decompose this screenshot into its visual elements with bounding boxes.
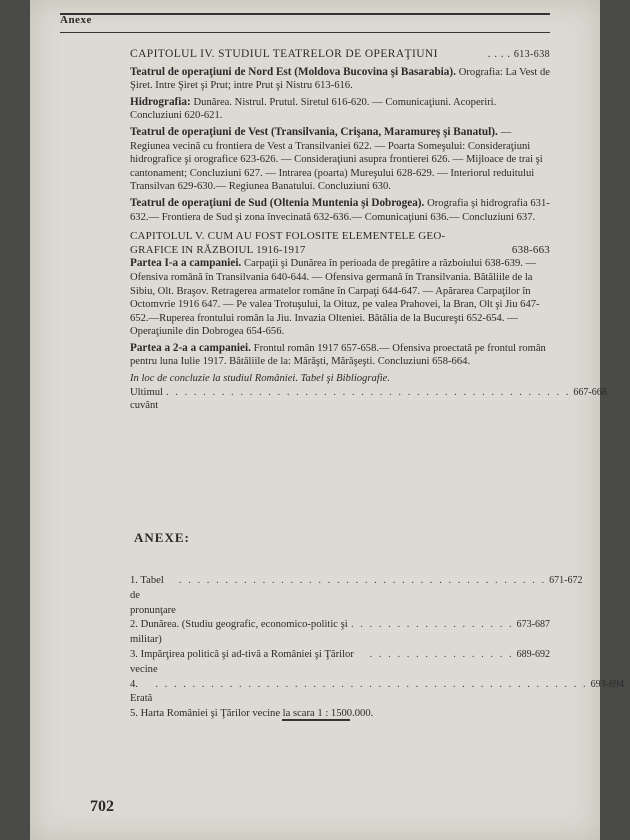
closing-note: In loc de concluzie la studiul României. Tabel şi Bibliografie. [130,373,391,385]
section-heading: Partea I-a a campaniei. [130,257,245,270]
section-heading: Teatrul de operaţiuni de Sud (Oltenia Muntenia şi Dobrogea). [130,196,428,209]
section-body: Orografia şi hidrografia 631-632.— Frontiera de Sud şi zona învecinată 632-636.— Comunicaţiuni 636.— Concluziuni 637. [130,197,550,223]
chapter-4-heading [130,48,550,62]
anexe-list [130,574,625,722]
chapter-4-title: CAPITOLUL IV. STUDIUL TEATRELOR DE OPERAŢIUNI [130,48,438,60]
section-body: Carpaţii şi Dunărea în perioada de pregătire a războiului 638-639. — Ofensiva română în Transilvania 640-644. — Ofensiva germană în Transilvania. Bătăliile de la Sibiu, Olt. Braşov. Retragerea armatelor române în Carpaţi 644-647. — Apărarea Carpaţilor în Octomvrie 1916 647. — Pe valea Trotuşului, la Oituz, pe valea Prahovei, la Bran, Olt şi Jiu 647-652.—Ruperea frontului român la Jiu. Invazia Olteniei. Bătălia de la Bucureşti 652-654. — Operaţiunile din Dobrogea 654-656. [130,258,540,338]
leader-dots: . . . . . . . . . . . . . . . . . . . . . . . . . . . . . . . . . . . . . . . . . . . . [165,386,571,398]
anexe-item [130,648,550,678]
toc-label: 5. Harta României şi Ţărilor vecine la scara 1 : 1500.000. [130,708,374,720]
running-head: Anexe [60,14,92,26]
chapter-5-pages: 638-663 [511,243,550,256]
toc-section [130,96,550,123]
leader-dots: . . . . . . . . . . . . . . . . . . . . . . . . . . . . . . . . . . . . . . . . [178,575,547,586]
toc-line-ultimul [130,386,607,413]
leader-dots: . . . . [484,48,514,60]
anexe-item [130,574,583,618]
anexe-item [130,618,550,648]
leader-dots: . . . . . . . . . . . . . . . . . . [350,619,514,631]
section-heading: Teatrul de operaţiuni de Nord Est (Moldova Bucovina şi Basarabia). [130,65,459,78]
toc-pages: 693-694 [590,678,625,690]
leader-dots: . . . . . . . . . . . . . . . . [369,648,514,660]
toc-section [130,126,550,194]
toc-label: Ultimul cuvânt [130,386,163,412]
section-body: Orografia: La Vest de Şiret. Intre Şiret şi Prut; intre Prut şi Nistru 613-616. [130,66,551,92]
chapter-4-pages: 613-638 [513,49,550,60]
toc-section [130,66,550,93]
toc-label: 2. Dunărea. (Studiu geografic, economico-politic şi militar) [130,619,348,646]
anexe-heading: ANEXE: [134,530,190,545]
chapter-5-title-row [130,244,550,258]
section-body: Frontul român 1917 657-658.— Ofensiva proectată pe frontul român pentru luna Iulie 1917. Bătăliile de la: Mărăşti, Mărăşeşti. Concluziuni 658-664. [130,342,546,368]
toc-pages: 673-687 [516,619,550,631]
table-of-contents [130,48,607,413]
chapter-5-title-line-2: GRAFICE IN RĂZBOIUL 1916-1917 [130,243,306,256]
section-heading: Hidrografia: [130,95,194,108]
page-number: 702 [90,798,114,815]
chapter-5-title-line-1: CAPITOLUL V. CUM AU FOST FOLOSITE ELEMENTELE GEO- [130,230,446,243]
ornamental-rule [282,719,350,721]
toc-label: 1. Tabel de pronunţare [130,575,176,616]
toc-pages: 671-672 [549,575,583,586]
section-heading: Teatrul de operaţiuni de Vest (Transilvania, Crişana, Maramureş şi Banatul). [130,125,501,138]
chapter-5-heading [130,230,550,257]
anexe-item [130,678,625,708]
toc-section [130,257,550,339]
toc-label: 3. Impărţirea politică şi ad-tivă a României şi Ţărilor vecine [130,648,354,675]
toc-pages: 667-668 [573,386,607,398]
toc-label: 4. Erată [130,678,153,705]
section-body: Dunărea. Nistrul. Prutul. Siretul 616-620. — Comunicaţiuni. Acoperiri. Concluziuni 620-621. [130,96,497,122]
toc-section [130,342,550,369]
toc-pages: 689-692 [516,648,550,660]
section-body: — Regiunea vecină cu frontiera de Vest a Transilvaniei 622. — Poarta Someşului: Consideraţiuni hidrografice şi orografice 623-626. — Consideraţiuni asupra frontierei 626. — Mijloace de trai şi cantonament; Concluziuni 627. — Intrarea (poarta) Mureşului 628-629. — Interiorul reduitului Transilvan 629-630.— Regiunea Banatului. Concluziuni 630. [130,126,543,193]
header-rule [60,32,550,33]
section-heading: Partea a 2-a a campaniei. [130,341,254,354]
leader-dots: . . . . . . . . . . . . . . . . . . . . . . . . . . . . . . . . . . . . . . . . . . . . . . . [155,678,588,690]
toc-section [130,197,550,224]
